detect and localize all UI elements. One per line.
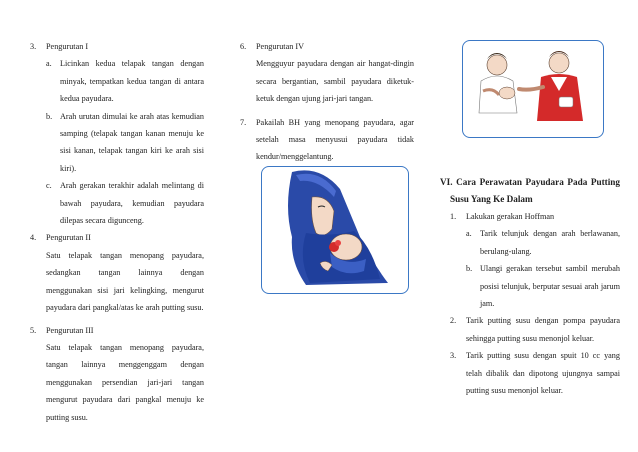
sub-item-a: [46, 55, 204, 107]
list-item-1: [450, 208, 620, 225]
sub-item-letter: b.: [466, 264, 473, 274]
item-text: Lakukan gerakan Hoffman: [466, 212, 555, 221]
list-item-4: [30, 229, 204, 246]
item-number: 3.: [30, 42, 37, 51]
item-text: Pakailah BH yang menopang payudara, agar setelah masa menyusui payudara tidak kendur/menggelantung.: [256, 117, 414, 162]
section-heading: VI. Cara Perawatan Payudara Pada Putting Susu Yang Ke Dalam: [440, 177, 620, 204]
list-item-2: [450, 312, 620, 347]
item-title: Pengurutan II: [46, 233, 91, 243]
item-title: Pengurutan IV: [256, 42, 304, 51]
sub-item-letter: c.: [46, 181, 52, 191]
list-item-6: [240, 38, 414, 55]
sub-item-a: [466, 225, 620, 260]
sub-item-text: Licinkan kedua telapak tangan dengan minyak, tempatkan kedua tangan di antara kedua payudara.: [60, 59, 204, 104]
mother-breastfeeding-image: [261, 166, 409, 294]
item-paragraph: Satu telapak tangan menopang payudara, tangan lainnya menggenggam dengan menggunakan persendian jari-jari tangan mengurut payudara dari pangkal menuju ke putting susu.: [46, 342, 204, 422]
item-number: 2.: [450, 316, 457, 326]
sub-item-b: [46, 108, 204, 178]
sub-list: [450, 225, 620, 312]
item-paragraph: Mengguyur payudara dengan air hangat-dingin secara bergantian, sambil payudara diketuk-ketuk dengan ujung jari-jari tangan.: [256, 59, 414, 104]
sub-item-text: Arah gerakan terakhir adalah melintang di bawah payudara, kemudian payudara dilepas secara digunceng.: [60, 181, 204, 226]
sub-item-text: Tarik telunjuk dengan arah berlawanan, berulang-ulang.: [480, 229, 620, 256]
column-2: [240, 0, 414, 166]
sub-item-letter: b.: [46, 111, 53, 121]
item-number: 6.: [240, 42, 247, 51]
flower-accent: [335, 240, 341, 246]
sub-item-c: [46, 177, 204, 229]
item-number: 4.: [30, 233, 37, 243]
item-paragraph: Satu telapak tangan menopang payudara, sedangkan tangan lainnya dengan menggunakan sisi jari kelingking, mengurut payudara dari pangkal/atas ke arah putting susu.: [46, 250, 204, 313]
item-number: 5.: [30, 325, 37, 335]
list-item-3: [30, 38, 204, 55]
list-item-3: [450, 347, 620, 399]
item-title: Pengurutan III: [46, 325, 94, 335]
mother-clipart-graphic: [262, 167, 408, 293]
sub-list: [30, 55, 204, 229]
list-item-5: [30, 322, 204, 339]
sub-item-text: Ulangi gerakan tersebut sambil merubah posisi telunjuk, berputar sesuai arah jarum jam.: [480, 264, 620, 309]
item-text: Tarik putting susu dengan spuit 10 cc yang telah dibalik dan dipotong ujungnya sampai putting susu menonjol keluar.: [466, 351, 620, 396]
numbered-list: [440, 208, 620, 399]
item-number: 3.: [450, 351, 457, 361]
sub-item-letter: a.: [466, 229, 472, 239]
item-text: Tarik putting susu dengan pompa payudara sehingga putting susu menonjol keluar.: [466, 316, 620, 343]
list-item-7: [240, 114, 414, 166]
sub-item-b: [466, 260, 620, 312]
item-number: 7.: [240, 117, 247, 127]
sub-item-text: Arah urutan dimulai ke arah atas kemudian samping (telapak tangan kanan menuju ke sisi kanan, telapak tangan kiri ke arah sisi kiri).: [60, 111, 204, 173]
item-title: Pengurutan I: [46, 42, 89, 51]
column-1: [30, 0, 204, 426]
sub-item-letter: a.: [46, 59, 52, 69]
item-number: 1.: [450, 212, 457, 221]
column-3: [440, 0, 620, 399]
